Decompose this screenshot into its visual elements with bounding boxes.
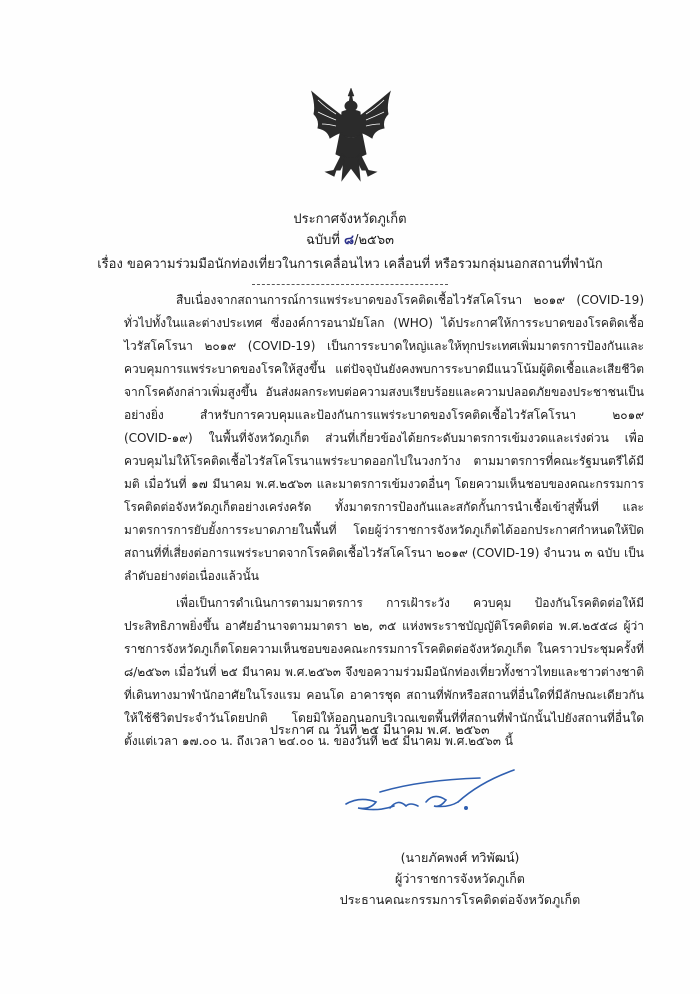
signer-role: ประธานคณะกรรมการโรคติดต่อจังหวัดภูเก็ต [339, 892, 581, 907]
issue-number-line [0, 233, 700, 249]
header-divider [252, 284, 448, 285]
body-paragraph-1: สืบเนื่องจากสถานการณ์การแพร่ระบาดของโรคติดเชื้อไวรัสโคโรนา ๒๐๑๙ (COVID-19) ทั่วไปทั้งในและต่างประเทศ ซึ่งองค์การอนามัยโลก (WHO) ได้ประกาศให้การระบาดของโรคติดเชื้อไวรัสโคโรนา ๒๐๑๙ (COVID-19) เป็นการระบาดใหญ่และให้ทุกประเทศเพิ่มมาตรการป้องกันและควบคุมการแพร่ระบาดของโรคให้สูงขึ้น แต่ปัจจุบันยังคงพบการระบาดมีแนวโน้มผู้ติดเชื้อและเสียชีวิตจากโรคดังกล่าวเพิ่มสูงขึ้น อันส่งผลกระทบต่อความสงบเรียบร้อยและความปลอดภัยของประชาชนเป็นอย่างยิ่ง สำหรับการควบคุมและป้องกันการแพร่ระบาดของโรคติดเชื้อไวรัสโคโรนา ๒๐๑๙ (COVID-๑๙) ในพื้นที่จังหวัดภูเก็ต ส่วนที่เกี่ยวข้องได้ยกระดับมาตรการเข้มงวดและเร่งด่วน เพื่อควบคุมไม่ให้โรคติดเชื้อไวรัสโคโรนาแพร่ระบาดออกไปในวงกว้าง ตามมาตรการที่คณะรัฐมนตรีได้มีมติ เมื่อวันที่ ๑๗ มีนาคม พ.ศ.๒๕๖๓ และมาตรการเข้มงวดอื่นๆ โดยความเห็นชอบของคณะกรรมการโรคติดต่อจังหวัดภูเก็ตอย่างเคร่งครัด ทั้งมาตรการป้องกันและสกัดกั้นการนำเชื้อเข้าสู่พื้นที่ และมาตรการการยับยั้งการระบาดภายในพื้นที่ โดยผู้ว่าราชการจังหวัดภูเก็ตได้ออกประกาศกำหนดให้ปิดสถานที่ที่เสี่ยงต่อการแพร่ระบาดจากโรคติดเชื้อไวรัสโคโรนา ๒๐๑๙ (COVID-19) จำนวน ๓ ฉบับ เป็นลำดับอย่างต่อเนื่องแล้วนั้น [124, 293, 644, 583]
garuda-emblem-icon [306, 84, 396, 184]
signer-name: (นายภัคพงศ์ ทวิพัฒน์) [400, 850, 520, 865]
signer-position: ผู้ว่าราชการจังหวัดภูเก็ต [395, 871, 525, 886]
issue-year: /๒๕๖๓ [354, 233, 395, 248]
announcement-subject: เรื่อง ขอความร่วมมือนักท่องเที่ยวในการเคลื่อนไหว เคลื่อนที่ หรือรวมกลุ่มนอกสถานที่พำนัก [97, 257, 603, 272]
handwritten-signature-icon [330, 762, 530, 822]
announcement-body [124, 289, 644, 757]
announcement-title: ประกาศจังหวัดภูเก็ต [293, 212, 407, 227]
body-paragraph-2: เพื่อเป็นการดำเนินการตามมาตรการ การเฝ้าระวัง ควบคุม ป้องกันโรคติดต่อให้มีประสิทธิภาพยิ่งขึ้น อาศัยอำนาจตามมาตรา ๒๒, ๓๕ แห่งพระราชบัญญัติโรคติดต่อ พ.ศ.๒๕๕๘ ผู้ว่าราชการจังหวัดภูเก็ตโดยความเห็นชอบของคณะกรรมการโรคติดต่อจังหวัดภูเก็ต ในคราวประชุมครั้งที่ ๘/๒๕๖๓ เมื่อวันที่ ๒๕ มีนาคม พ.ศ.๒๕๖๓ จึงขอความร่วมมือนักท่องเที่ยวทั้งชาวไทยและชาวต่างชาติที่เดินทางมาพำนักอาศัยในโรงแรม คอนโด อาคารชุด สถานที่พักหรือสถานที่อื่นใดที่มีลักษณะเดียวกันให้ใช้ชีวิตประจำวันโดยปกติ โดยมิให้ออกนอกบริเวณเขตพื้นที่ที่สถานที่พำนักนั้นไปยังสถานที่อื่นใด ตั้งแต่เวลา ๑๗.๐๐ น. ถึงเวลา ๒๔.๐๐ น. ของวันที่ ๒๕ มีนาคม พ.ศ.๒๕๖๓ นี้ [124, 596, 644, 748]
issue-prefix: ฉบับที่ [305, 233, 340, 248]
signing-date: ประกาศ ณ วันที่ ๒๕ มีนาคม พ.ศ. ๒๕๖๓ [270, 722, 490, 737]
issue-number: ๘ [344, 233, 355, 248]
